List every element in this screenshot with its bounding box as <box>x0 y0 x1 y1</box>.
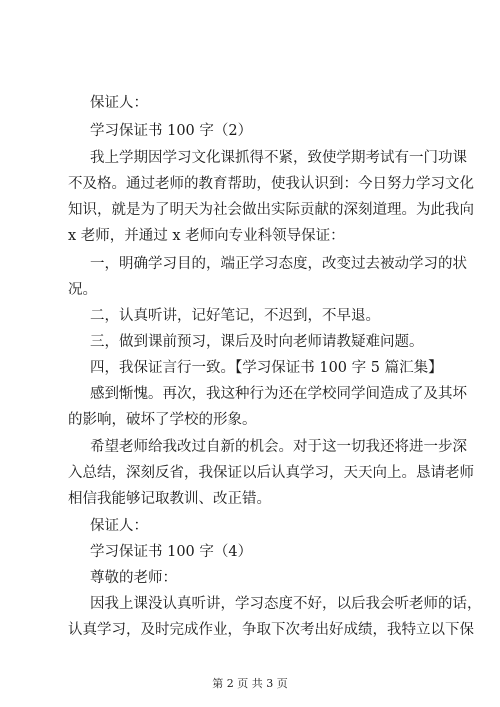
paragraph-line: 的影响，破坏了学校的形象。 <box>68 412 257 428</box>
paragraph-line: 因我上课没认真听讲，学习态度不好，以后我会听老师的话， <box>90 596 482 612</box>
signature-line: 保证人： <box>90 518 148 534</box>
paragraph-line: 三，做到课前预习，课后及时向老师请教疑难问题。 <box>90 334 424 350</box>
paragraph-line: 不及格。通过老师的教育帮助，使我认识到：今日努力学习文化 <box>68 176 474 192</box>
paragraph-line: 况。 <box>68 282 97 298</box>
paragraph-line: 希望老师给我改过自新的机会。对于这一切我还将进一步深 <box>90 439 467 455</box>
section-heading: 学习保证书 100 字（4） <box>90 544 253 560</box>
signature-line: 保证人： <box>90 95 148 111</box>
paragraph-line: 二，认真听讲，记好笔记，不迟到，不早退。 <box>90 308 380 324</box>
paragraph-line: 一，明确学习目的，端正学习态度，改变过去被动学习的状 <box>90 256 467 272</box>
paragraph-line: 认真学习，及时完成作业，争取下次考出好成绩，我特立以下保 <box>68 622 474 638</box>
paragraph-line: 四，我保证言行一致。【学习保证书 100 字 5 篇汇集】 <box>90 360 443 376</box>
paragraph-line: 入总结，深刻反省，我保证以后认真学习，天天向上。恳请老师 <box>68 465 474 481</box>
paragraph-line: 感到惭愧。再次，我这种行为还在学校同学间造成了及其坏 <box>90 386 467 402</box>
paragraph-line: x 老师，并通过 x 老师向专业科领导保证： <box>68 228 345 244</box>
page-indicator: 第 2 页 共 3 页 <box>212 677 288 690</box>
paragraph-line: 相信我能够记取教训、改正错。 <box>68 491 271 507</box>
section-heading: 学习保证书 100 字（2） <box>90 123 253 139</box>
paragraph-line: 我上学期因学习文化课抓得不紧，致使学期考试有一门功课 <box>90 150 467 166</box>
paragraph-line: 知识，就是为了明天为社会做出实际贡献的深刻道理。为此我向 <box>68 202 474 218</box>
salutation: 尊敬的老师： <box>90 570 177 586</box>
